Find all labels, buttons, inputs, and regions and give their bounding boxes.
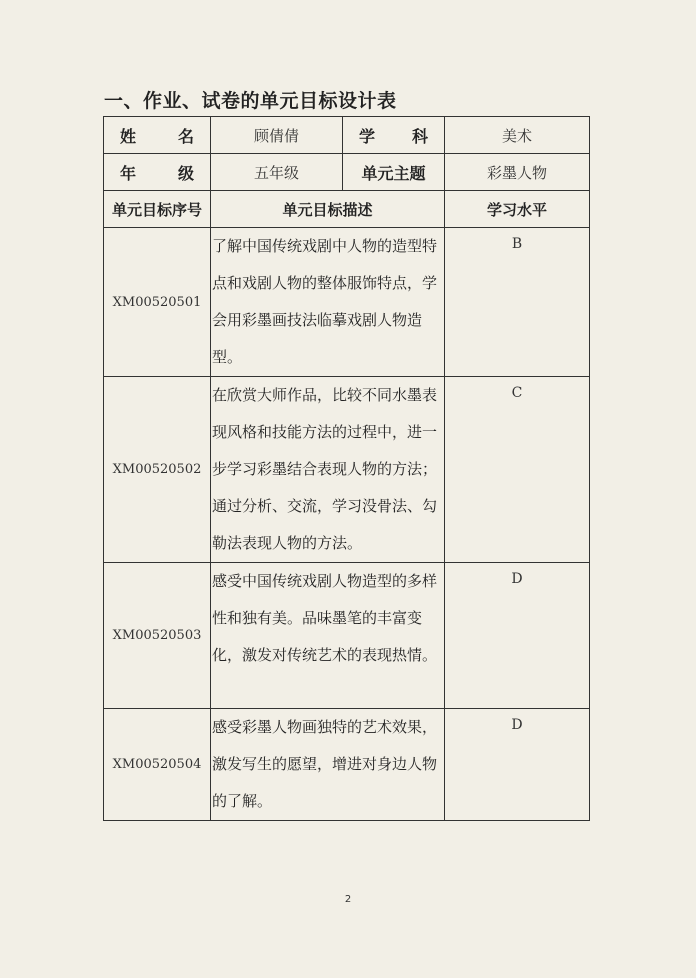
grade-label-char-1: 年 <box>120 163 137 183</box>
page-number: 2 <box>344 894 352 905</box>
page-title: 一、作业、试卷的单元目标设计表 <box>104 90 397 112</box>
learning-level: D <box>445 563 590 709</box>
header-goal-description: 单元目标描述 <box>211 191 445 228</box>
table-row <box>104 377 590 563</box>
goal-code: XM00520503 <box>104 563 211 709</box>
grade-value: 五年级 <box>211 154 343 191</box>
goal-description: 在欣赏大师作品，比较不同水墨表现风格和技能方法的过程中，进一步学习彩墨结合表现人物的方法；通过分析、交流，学习没骨法、勾勒法表现人物的方法。 <box>211 377 445 563</box>
learning-level: B <box>445 228 590 377</box>
unit-goal-table <box>103 116 590 821</box>
subject-label-cell <box>343 117 445 154</box>
subject-label-char-2: 科 <box>411 126 428 146</box>
theme-value: 彩墨人物 <box>445 154 590 191</box>
table-row <box>104 709 590 821</box>
goal-code: XM00520502 <box>104 377 211 563</box>
subject-label-char-1: 学 <box>359 126 376 146</box>
header-learning-level: 学习水平 <box>445 191 590 228</box>
theme-label: 单元主题 <box>343 154 445 191</box>
table-row <box>104 228 590 377</box>
table-row <box>104 563 590 709</box>
goal-description: 了解中国传统戏剧中人物的造型特点和戏剧人物的整体服饰特点，学会用彩墨画技法临摹戏剧人物造型。 <box>211 228 445 377</box>
learning-level: C <box>445 377 590 563</box>
info-row-name-subject <box>104 117 590 154</box>
name-label-char-2: 名 <box>177 126 194 146</box>
goal-code: XM00520504 <box>104 709 211 821</box>
name-label-char-1: 姓 <box>120 126 137 146</box>
goal-description: 感受彩墨人物画独特的艺术效果，激发写生的愿望，增进对身边人物的了解。 <box>211 709 445 821</box>
header-goal-code: 单元目标序号 <box>104 191 211 228</box>
goal-description: 感受中国传统戏剧人物造型的多样性和独有美。品味墨笔的丰富变化，激发对传统艺术的表现热情。 <box>211 563 445 709</box>
name-label-cell <box>104 117 211 154</box>
info-row-grade-theme <box>104 154 590 191</box>
learning-level: D <box>445 709 590 821</box>
grade-label-char-2: 级 <box>177 163 194 183</box>
grade-label-cell <box>104 154 211 191</box>
subject-value: 美术 <box>445 117 590 154</box>
goal-code: XM00520501 <box>104 228 211 377</box>
name-value: 顾倩倩 <box>211 117 343 154</box>
column-header-row <box>104 191 590 228</box>
